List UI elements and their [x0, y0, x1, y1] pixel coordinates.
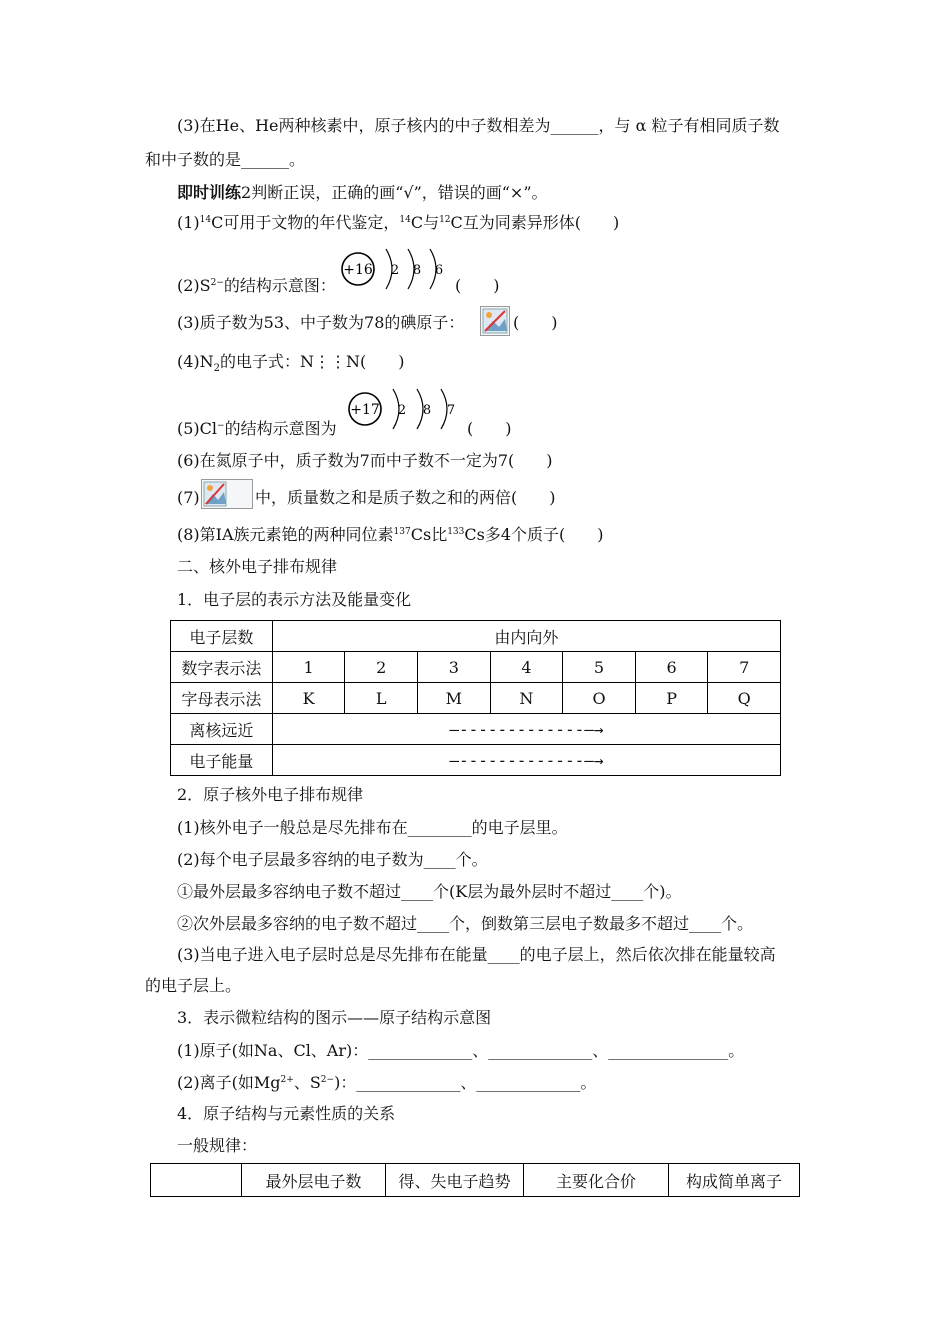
atom-examples: (1)原子(如Na、Cl、Ar)：_____________、_____________、_______________。 [177, 1041, 745, 1060]
subheading-4: 4．原子结构与元素性质的关系 [177, 1104, 396, 1123]
table-cell: 1 [272, 652, 345, 683]
rule-3-line1: (3)当电子进入电子层时总是尽先排布在能量____的电子层上，然后依次排在能量较高 [177, 945, 776, 964]
table-cell: 5 [563, 652, 636, 683]
table-row-label: 字母表示法 [171, 683, 273, 714]
table-cell: N [490, 683, 563, 714]
drill-heading [177, 183, 548, 203]
rule-3-line2: 的电子层上。 [145, 976, 242, 995]
shell-count: 2 [397, 403, 407, 418]
item-1-text-c: C互为同素异形体( ) [450, 213, 620, 232]
shell-count: 2 [390, 263, 400, 278]
table-header: 主要化合价 [524, 1164, 669, 1197]
table-cell: 6 [635, 652, 708, 683]
item-4: $(4)N_2$的电子式：N⋮⋮N( ) [177, 352, 405, 375]
rule-2b: ②次外层最多容纳的电子数不超过____个，倒数第三层电子数最多不超过____个。 [177, 914, 754, 933]
table-header [151, 1164, 242, 1197]
rule-2: (2)每个电子层最多容纳的电子数为____个。 [177, 850, 488, 869]
broken-image-icon [480, 306, 510, 336]
ion-examples: (2)离子(如$Mg^{2+}$、$S^{2-}$)：_____________、_____________。 [177, 1073, 597, 1092]
s2-structure-diagram [340, 245, 450, 293]
item-1 [177, 213, 619, 233]
item-3-answer: ( ) [513, 313, 558, 332]
table-row-label: 离核远近 [171, 714, 273, 745]
rule-2a: ①最外层最多容纳电子数不超过____个(K层为最外层时不超过____个)。 [177, 882, 682, 901]
drill-text: 2判断正误，正确的画“√”，错误的画“×”。 [241, 183, 548, 202]
item-6: (6)在氮原子中，质子数为7而中子数不一定为7( ) [177, 451, 553, 470]
item-1-text-b: C与 [410, 213, 440, 232]
shell-count: 8 [412, 263, 422, 278]
table-header: 得、失电子趋势 [386, 1164, 524, 1197]
mass-number: 14 [399, 215, 411, 225]
nucleus-label: +17 [350, 402, 380, 418]
section-heading: 二、核外电子排布规律 [177, 557, 338, 576]
rule-1: (1)核外电子一般总是尽先排布在________的电子层里。 [177, 818, 568, 837]
item-3: (3)质子数为53、中子数为78的碘原子： [177, 313, 465, 332]
table-cell: 4 [490, 652, 563, 683]
table-cell: 2 [345, 652, 418, 683]
subheading-1: 1．电子层的表示方法及能量变化 [177, 590, 412, 609]
table-cell: L [345, 683, 418, 714]
table-cell: 3 [418, 652, 491, 683]
direction-arrow: —-------------—→ [272, 714, 780, 745]
cl-structure-diagram [347, 385, 462, 433]
item-1-num: (1) [177, 213, 200, 232]
item-5-answer: ( ) [467, 419, 512, 438]
ion-charge: 2− [210, 278, 224, 288]
item-2-answer: ( ) [455, 276, 500, 295]
table-header: 构成简单离子 [669, 1164, 800, 1197]
table-cell: 由内向外 [272, 621, 780, 652]
table-cell: M [418, 683, 491, 714]
item-7-text: 中，质量数之和是质子数之和的两倍( ) [255, 488, 556, 507]
table-row-label: 电子能量 [171, 745, 273, 776]
direction-arrow: —-------------—→ [272, 745, 780, 776]
table-cell: 7 [708, 652, 781, 683]
table-cell: O [563, 683, 636, 714]
q3-line1: (3)在He、He两种核素中，原子核内的中子数相差为______，与 α 粒子有相同质子数 [177, 116, 780, 135]
item-2-num: (2)S [177, 276, 211, 295]
subheading-2: 2．原子核外电子排布规律 [177, 785, 364, 804]
subheading-3: 3．表示微粒结构的图示——原子结构示意图 [177, 1008, 492, 1027]
shell-count: 7 [446, 403, 456, 418]
table-row-label: 数字表示法 [171, 652, 273, 683]
shell-count: 8 [422, 403, 432, 418]
nucleus-label: +16 [343, 262, 373, 278]
item-2-text: 的结构示意图： [223, 276, 336, 295]
electron-shell-table [170, 620, 781, 776]
table-cell: Q [708, 683, 781, 714]
mass-number: 12 [439, 215, 451, 225]
item-1-text-a: C可用于文物的年代鉴定， [211, 213, 400, 232]
table-row-label: 电子层数 [171, 621, 273, 652]
broken-image-icon [201, 479, 253, 509]
shell-count: 6 [434, 263, 444, 278]
item-2 [177, 276, 336, 296]
general-rule-label: 一般规律： [177, 1136, 258, 1155]
item-8: (8)第ⅠA族元素铯的两种同位素$^{137}$Cs比$^{133}$Cs多4个质子( ) [177, 525, 604, 544]
item-7-num: (7) [177, 488, 200, 507]
table-cell: K [272, 683, 345, 714]
table-cell: P [635, 683, 708, 714]
atom-property-table [150, 1163, 800, 1197]
item-5: (5)Cl−的结构示意图为 [177, 419, 337, 438]
drill-label: 即时训练 [177, 183, 242, 202]
mass-number: 14 [199, 215, 212, 225]
table-header: 最外层电子数 [242, 1164, 386, 1197]
q3-line2: 和中子数的是______。 [145, 150, 306, 169]
